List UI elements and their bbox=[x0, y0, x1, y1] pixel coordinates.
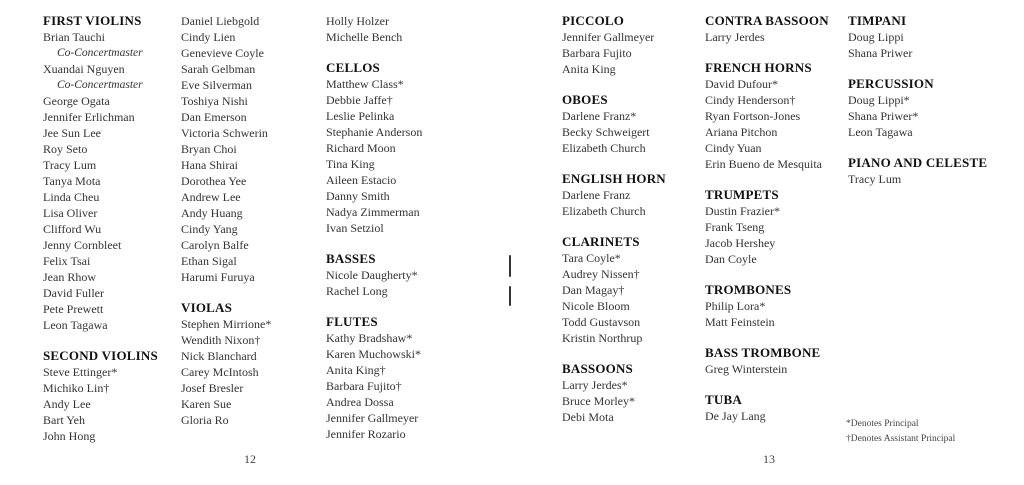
member-name: Debi Mota bbox=[562, 410, 614, 424]
page-number-left: 12 bbox=[244, 452, 256, 466]
member-name: Larry Jerdes* bbox=[562, 378, 628, 392]
member-name: Becky Schweigert bbox=[562, 125, 650, 139]
section-heading: PIANO AND CELESTE bbox=[848, 155, 988, 170]
member-name: Clifford Wu bbox=[43, 222, 102, 236]
member-name: Richard Moon bbox=[326, 141, 396, 155]
member-name: Rachel Long bbox=[326, 284, 388, 298]
member-name: Tina King bbox=[326, 157, 375, 171]
role-note: Co-Concertmaster bbox=[57, 79, 143, 91]
member-name: Jennifer Rozario bbox=[326, 427, 406, 441]
roster-section bbox=[705, 187, 875, 267]
member-name: Stephen Mirrione* bbox=[181, 317, 272, 331]
member-name: Leon Tagawa bbox=[848, 125, 913, 139]
member-name: Carolyn Balfe bbox=[181, 238, 249, 252]
member-name: Ethan Sigal bbox=[181, 254, 237, 268]
member-name: Roy Seto bbox=[43, 142, 88, 156]
member-name: Doug Lippi* bbox=[848, 93, 910, 107]
member-name: Nick Blanchard bbox=[181, 349, 257, 363]
section-heading: BASSOONS bbox=[562, 361, 633, 376]
section-heading: ENGLISH HORN bbox=[562, 171, 666, 186]
legend-principal: *Denotes Principal bbox=[846, 419, 919, 429]
member-name: Pete Prewett bbox=[43, 302, 104, 316]
member-name: Bruce Morley* bbox=[562, 394, 635, 408]
member-name: Danny Smith bbox=[326, 189, 390, 203]
member-name: Bart Yeh bbox=[43, 413, 86, 427]
section-heading: CELLOS bbox=[326, 60, 380, 75]
member-name: Kristin Northrup bbox=[562, 331, 643, 345]
member-name: Karen Muchowski* bbox=[326, 347, 421, 361]
member-name: Jennifer Erlichman bbox=[43, 110, 135, 124]
legend-assistant-principal: †Denotes Assistant Principal bbox=[846, 434, 956, 444]
member-name: Nicole Daugherty* bbox=[326, 268, 418, 282]
member-name: Nicole Bloom bbox=[562, 299, 630, 313]
section-heading: BASSES bbox=[326, 251, 376, 266]
member-name: Jean Rhow bbox=[43, 270, 96, 284]
member-name: Dan Coyle bbox=[705, 252, 757, 266]
section-heading: TRUMPETS bbox=[705, 187, 779, 202]
member-name: Dan Emerson bbox=[181, 110, 247, 124]
member-name: Genevieve Coyle bbox=[181, 46, 264, 60]
roster-section bbox=[705, 345, 875, 377]
member-name: Hana Shirai bbox=[181, 158, 238, 172]
member-name: Elizabeth Church bbox=[562, 204, 646, 218]
member-name: George Ogata bbox=[43, 94, 110, 108]
section-heading: TUBA bbox=[705, 392, 742, 407]
member-name: Shana Priwer bbox=[848, 46, 913, 60]
member-name: De Jay Lang bbox=[705, 409, 766, 423]
page-number-right: 13 bbox=[763, 452, 775, 466]
member-name: Debbie Jaffe† bbox=[326, 93, 393, 107]
member-name: Holly Holzer bbox=[326, 14, 389, 28]
member-name: Steve Ettinger* bbox=[43, 365, 118, 379]
member-name: Sarah Gelbman bbox=[181, 62, 256, 76]
member-name: Andrew Lee bbox=[181, 190, 241, 204]
member-name: Toshiya Nishi bbox=[181, 94, 248, 108]
member-name: Barbara Fujito† bbox=[326, 379, 402, 393]
member-name: Jee Sun Lee bbox=[43, 126, 101, 140]
section-heading: OBOES bbox=[562, 92, 608, 107]
member-name: Dan Magay† bbox=[562, 283, 625, 297]
member-name: Linda Cheu bbox=[43, 190, 100, 204]
member-name: Lisa Oliver bbox=[43, 206, 98, 220]
binding-mark-lower bbox=[509, 286, 511, 306]
section-heading: TROMBONES bbox=[705, 282, 792, 297]
member-name: Felix Tsai bbox=[43, 254, 91, 268]
member-name: Leon Tagawa bbox=[43, 318, 108, 332]
member-name: Tracy Lum bbox=[43, 158, 97, 172]
footnote-legend bbox=[846, 417, 955, 447]
member-name: Michiko Lin† bbox=[43, 381, 110, 395]
section-heading: FRENCH HORNS bbox=[705, 60, 812, 75]
member-name: Doug Lippi bbox=[848, 30, 904, 44]
member-name: Jenny Cornbleet bbox=[43, 238, 122, 252]
member-name: Barbara Fujito bbox=[562, 46, 632, 60]
member-name: Tara Coyle* bbox=[562, 251, 621, 265]
member-name: Ivan Setziol bbox=[326, 221, 384, 235]
roster-section bbox=[848, 13, 1018, 61]
member-name: Xuandai Nguyen bbox=[43, 62, 125, 76]
member-name: Michelle Bench bbox=[326, 30, 403, 44]
member-name: Larry Jerdes bbox=[705, 30, 765, 44]
member-name: Andrea Dossa bbox=[326, 395, 394, 409]
member-name: Tracy Lum bbox=[848, 172, 902, 186]
member-name: Carey McIntosh bbox=[181, 365, 259, 379]
member-name: David Fuller bbox=[43, 286, 104, 300]
roster-column-6 bbox=[848, 13, 1018, 187]
section-heading: VIOLAS bbox=[181, 300, 233, 315]
member-name: Eve Silverman bbox=[181, 78, 252, 92]
member-name: Todd Gustavson bbox=[562, 315, 641, 329]
section-heading: CONTRA BASSOON bbox=[705, 13, 829, 28]
roster-section bbox=[848, 155, 1018, 187]
member-name: Nadya Zimmerman bbox=[326, 205, 420, 219]
roster-section bbox=[848, 76, 1018, 140]
member-name: Cindy Yang bbox=[181, 222, 238, 236]
member-name: John Hong bbox=[43, 429, 96, 443]
member-name: Darlene Franz bbox=[562, 188, 631, 202]
member-name: David Dufour* bbox=[705, 77, 778, 91]
member-name: Stephanie Anderson bbox=[326, 125, 423, 139]
member-name: Karen Sue bbox=[181, 397, 232, 411]
member-name: Kathy Bradshaw* bbox=[326, 331, 413, 345]
member-name: Brian Tauchi bbox=[43, 30, 105, 44]
member-name: Shana Priwer* bbox=[848, 109, 919, 123]
member-name: Jacob Hershey bbox=[705, 236, 776, 250]
roster-column-3 bbox=[326, 13, 496, 442]
member-name: Jennifer Gallmeyer bbox=[326, 411, 419, 425]
member-name: Jennifer Gallmeyer bbox=[562, 30, 655, 44]
member-name: Frank Tseng bbox=[705, 220, 765, 234]
member-name: Andy Lee bbox=[43, 397, 91, 411]
member-name: Harumi Furuya bbox=[181, 270, 255, 284]
member-name: Cindy Lien bbox=[181, 30, 236, 44]
member-name: Erin Bueno de Mesquita bbox=[705, 157, 822, 171]
member-name: Philip Lora* bbox=[705, 299, 766, 313]
roster-section bbox=[705, 282, 875, 330]
section-heading: FLUTES bbox=[326, 314, 378, 329]
member-name: Anita King bbox=[562, 62, 616, 76]
binding-mark-upper bbox=[509, 255, 511, 277]
member-name: Dorothea Yee bbox=[181, 174, 247, 188]
member-name: Leslie Pelinka bbox=[326, 109, 395, 123]
member-name: Ryan Fortson-Jones bbox=[705, 109, 801, 123]
section-heading: BASS TROMBONE bbox=[705, 345, 821, 360]
member-name: Cindy Henderson† bbox=[705, 93, 796, 107]
roster-section bbox=[326, 13, 496, 45]
member-name: Greg Winterstein bbox=[705, 362, 788, 376]
member-name: Darlene Franz* bbox=[562, 109, 637, 123]
section-heading: FIRST VIOLINS bbox=[43, 13, 142, 28]
member-name: Anita King† bbox=[326, 363, 386, 377]
member-name: Audrey Nissen† bbox=[562, 267, 640, 281]
member-name: Daniel Liebgold bbox=[181, 14, 260, 28]
member-name: Cindy Yuan bbox=[705, 141, 762, 155]
roster-section bbox=[326, 251, 496, 299]
section-heading: TIMPANI bbox=[848, 13, 907, 28]
member-name: Ariana Pitchon bbox=[705, 125, 778, 139]
section-heading: CLARINETS bbox=[562, 234, 640, 249]
member-name: Aileen Estacio bbox=[326, 173, 397, 187]
role-note: Co-Concertmaster bbox=[57, 47, 143, 59]
section-heading: PICCOLO bbox=[562, 13, 625, 28]
member-name: Matt Feinstein bbox=[705, 315, 775, 329]
member-name: Josef Bresler bbox=[181, 381, 244, 395]
member-name: Dustin Frazier* bbox=[705, 204, 780, 218]
member-name: Elizabeth Church bbox=[562, 141, 646, 155]
member-name: Victoria Schwerin bbox=[181, 126, 268, 140]
member-name: Gloria Ro bbox=[181, 413, 229, 427]
member-name: Wendith Nixon† bbox=[181, 333, 261, 347]
section-heading: SECOND VIOLINS bbox=[43, 348, 158, 363]
roster-section bbox=[326, 314, 496, 442]
roster-section bbox=[326, 60, 496, 236]
member-name: Andy Huang bbox=[181, 206, 243, 220]
member-name: Bryan Choi bbox=[181, 142, 237, 156]
member-name: Matthew Class* bbox=[326, 77, 404, 91]
member-name: Tanya Mota bbox=[43, 174, 101, 188]
section-heading: PERCUSSION bbox=[848, 76, 934, 91]
